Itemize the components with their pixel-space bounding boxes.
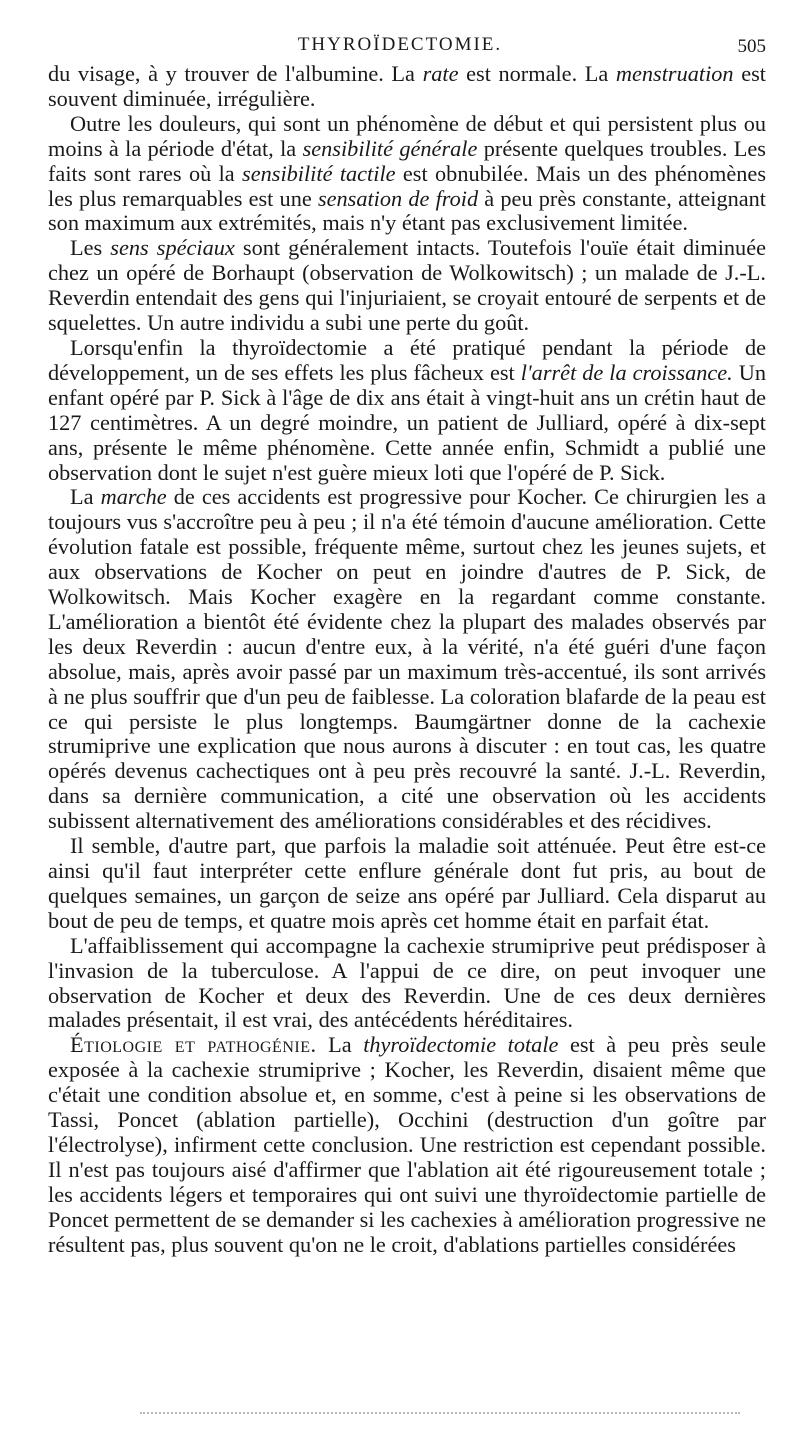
text-run: est obnubilée. Mais un des phénomènes les plus remarquables est une — [48, 160, 767, 211]
text-run: Un enfant opéré par P. Sick à l'âge de dix ans était à vingt-huit ans un crétin haut de 127 centimètres. A un degré moindre, un patient de Julliard, opéré à dix-sept ans, présente le même phénomène. Cette année enfin, Schmidt a publié une observation dont le sujet n'est guère mieux loti que l'opéré de P. Sick. — [48, 359, 767, 485]
paragraph — [48, 112, 766, 237]
paragraph — [48, 934, 766, 1034]
text-run: L'affaiblissement qui accompagne la cachexie strumiprive peut prédisposer à l'invasion de la tuberculose. A l'appui de ce dire, on peut invoquer une observation de Kocher et deux des Reverdin. Une de ces deux dernières malades présentait, il est vrai, des antécédents héréditaires. — [48, 932, 766, 1033]
paragraph — [48, 62, 766, 112]
paragraph — [48, 236, 766, 336]
text-run: sont généralement intacts. Toutefois l'ouïe était diminuée chez un opéré de Borhaupt (observation de Wolkowitsch) ; un malade de J.-L. Reverdin entendait des gens qui l'injuriaient, se croyait entouré de serpents et de squelettes. Un autre individu a subi une perte du goût. — [48, 235, 766, 336]
text-run: est souvent diminuée, irrégulière. — [48, 61, 766, 111]
paragraph — [48, 485, 766, 834]
text-run: est à peu près seule exposée à la cachexie strumiprive ; Kocher, les Reverdin, disaient même que c'était une condition absolue et, en somme, c'est à peine si les observations de Tassi, Poncet (ablation partielle), Occhini (destruction d'un goître par l'électrolyse), infirment cette conclusion. Une restriction est cependant possible. Il n'est pas toujours aisé d'affirmer que l'ablation ait été rigoureusement totale ; les accidents légers et temporaires qui ont suivi une thyroïdectomie partielle de Poncet permettent de se demander si les cachexies à amélioration progressive ne résultent pas, plus souvent qu'on ne le croit, d'ablations partielles considérées — [48, 1032, 767, 1257]
text-run: La — [70, 484, 101, 510]
text-run: Les — [70, 235, 111, 261]
text-run: du visage, à y trouver de l'albumine. La — [48, 61, 423, 86]
paragraph — [48, 834, 766, 934]
italic-text: sensation de froid — [317, 185, 479, 211]
footer-divider — [140, 1412, 740, 1416]
italic-text: thyroïdectomie totale — [363, 1032, 559, 1058]
italic-text: sens spéciaux — [110, 235, 235, 261]
text-run: est normale. La — [458, 61, 616, 86]
italic-text: rate — [422, 61, 459, 86]
page-number: 505 — [737, 36, 766, 57]
section-heading: Étiologie et pathogénie. — [70, 1032, 317, 1058]
paragraph — [48, 336, 766, 485]
italic-text: l'arrêt de la croissance. — [520, 359, 733, 385]
text-run: Lorsqu'enfin la thyroïdectomie a été pratiqué pendant la période de développement, un de ses effets les plus fâcheux est — [48, 334, 766, 385]
italic-text: sensibilité tactile — [242, 160, 396, 186]
running-title: THYROÏDECTOMIE. — [297, 34, 503, 55]
italic-text: sensibilité générale — [302, 135, 478, 161]
text-run: La — [316, 1032, 364, 1058]
text-run: Outre les douleurs, qui sont un phénomène de début et qui persistent plus ou moins à la période d'état, la — [48, 110, 766, 161]
paragraph — [48, 1033, 766, 1257]
text-run: Il semble, d'autre part, que parfois la maladie soit atténuée. Peut être est-ce ainsi qu'il faut interpréter cette enflure générale dont fut pris, au bout de quelques semaines, un garçon de seize ans opéré par Julliard. Cela disparut au bout de peu de temps, et quatre mois après cet homme était en parfait état. — [48, 833, 766, 933]
text-run: présente quelques troubles. Les faits sont rares où la — [48, 135, 766, 186]
italic-text: marche — [100, 484, 167, 510]
text-run: à peu près constante, atteignant son maximum aux extrémités, mais n'y étant pas exclusivement limitée. — [48, 185, 766, 236]
body-text — [48, 62, 766, 1258]
text-run: de ces accidents est progressive pour Kocher. Ce chirurgien les a toujours vus s'accroître peu à peu ; il n'a été témoin d'aucune amélioration. Cette évolution fatale est possible, fréquente même, surtout chez les jeunes sujets, et aux observations de Kocher on peut en joindre d'autres de P. Sick, de Wolkowitsch. Mais Kocher exagère en la regardant comme constante. L'amélioration a bientôt été évidente chez la plupart des malades observés par les deux Reverdin : aucun d'entre eux, à la vérité, n'a été guéri d'une façon absolue, mais, après avoir passé par un maximum très-accentué, ils sont arrivés à ne plus souffrir que d'un peu de faiblesse. La coloration blafarde de la peau est ce qui persiste le plus longtemps. Baumgärtner donne de la cachexie strumiprive une explication que nous aurons à discuter : en tout cas, les quatre opérés devenus cachectiques ont à peu près recouvré la santé. J.-L. Reverdin, dans sa dernière communication, a cité une observation où les accidents subissent alternativement des améliorations considérables et des récidives. — [48, 484, 766, 834]
italic-text: menstruation — [615, 61, 734, 86]
